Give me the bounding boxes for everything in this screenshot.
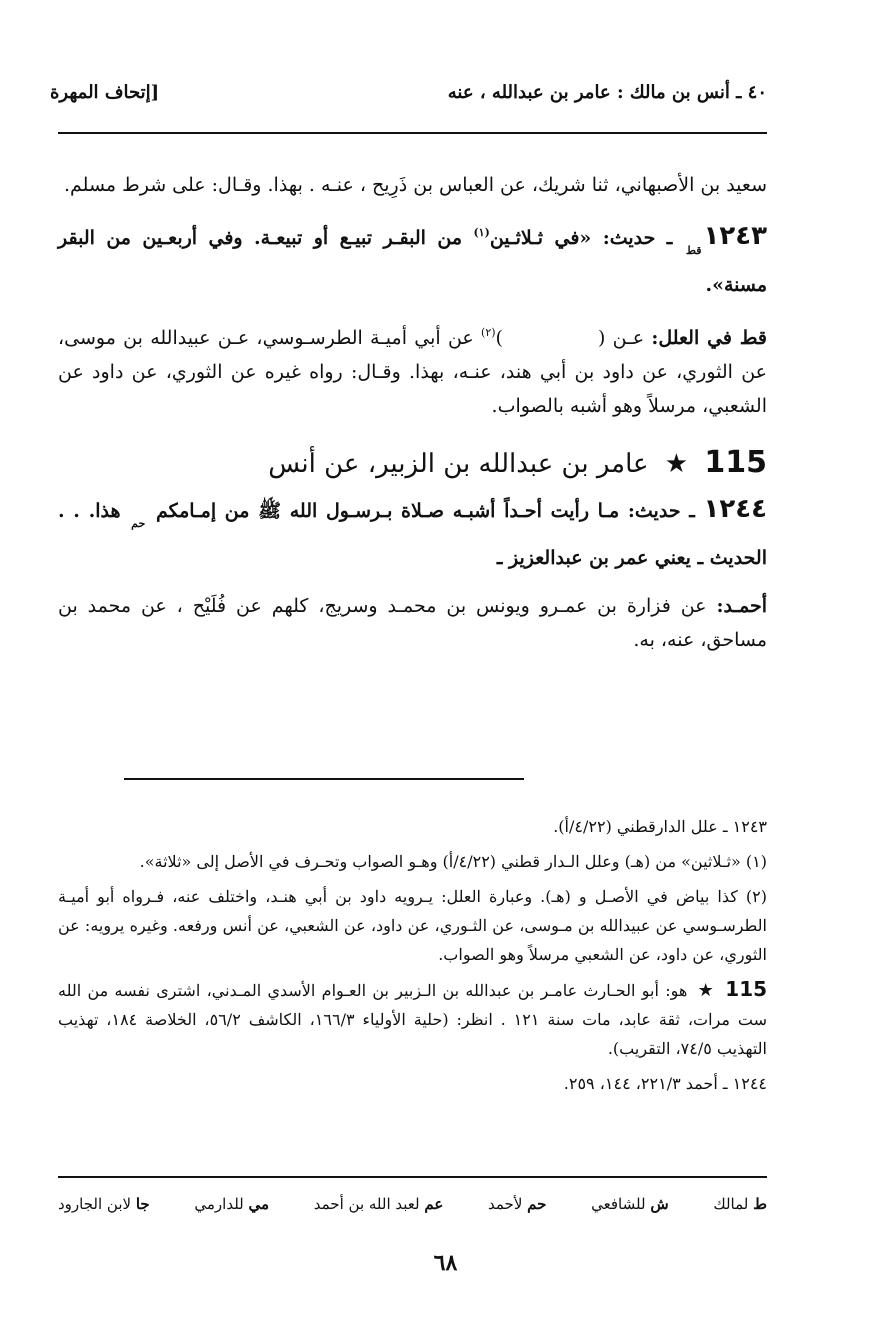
section-number: 115	[704, 445, 767, 480]
legend-item: حم لأحمد	[488, 1195, 547, 1213]
footnote-ref-2: (٢)	[481, 326, 496, 339]
note-text: هو: أبو الحـارث عامـر بن عبدالله بن الـزبير بن العـوام الأسدي المـدني، اشترى نفسه من الله ست مرات، ثقة عابد، مات سنة ١٢١ . انظر: (حلية الأولياء ١٦٦/٣، الكاشف ٥٦/٢، الخلاصة ١٨٤، تهذيب التهذيب ٧٤/٥، التقريب).	[58, 981, 767, 1058]
source-label: قط في العلل:	[651, 327, 767, 349]
source-text-a: عـن (	[597, 327, 645, 349]
footnote-1: (١) «ثـلاثين» من (هـ) وعلل الـدار قطني (٤/٢٢/أ) وهـو الصواب وتحـرف في الأصل إلى «ثلاثة».	[139, 852, 767, 871]
footnote-ref-1: (١)	[473, 226, 490, 239]
legend-item: جا لابن الجارود	[58, 1195, 150, 1213]
legend-item: عم لعبد الله بن أحمد	[313, 1195, 444, 1213]
hadith-number: ١٢٤٤	[703, 494, 767, 524]
hadith-1244	[58, 492, 767, 575]
page-number: ٦٨	[433, 1250, 458, 1276]
note-115	[58, 975, 767, 1063]
paragraph-2	[58, 316, 767, 423]
star-icon: ★	[664, 449, 689, 479]
footnote-rule	[124, 778, 524, 780]
legend-rule	[58, 1176, 767, 1178]
note-1244: ١٢٤٤ ـ أحمد ٢٢١/٣، ١٤٤، ٢٥٩.	[563, 1074, 767, 1093]
hadith-text-b: من البقـر تبيـع أو تبيعـة. وفي أربعـين من البقر مسنة».	[58, 227, 767, 296]
main-text	[58, 168, 767, 671]
legend-item: ش للشافعي	[591, 1195, 669, 1213]
legend-item: ط لمالك	[713, 1195, 767, 1213]
header-book-title: [إتحاف المهرة	[50, 82, 160, 103]
abbreviation-legend	[58, 1195, 767, 1213]
header-rule	[58, 132, 767, 134]
note-number: 115	[725, 977, 768, 1001]
source-text-c: عن أبي أميـة الطرسـوسي، عـن عبيدالله بن موسى، عن الثوري، عن داود بن أبي هند، عنـه، بهذا. وقـال: رواه غيره عن الثوري، عن داود عن الشعبي، مرسلاً وهو أشبه بالصواب.	[58, 327, 767, 417]
hadith-text: ـ حديث: مـا رأيت أحـداً أشبـه صـلاة بـرسـول الله ﷺ من إمـامكم	[155, 500, 695, 522]
hadith-text-2: هذا. . . الحديث ـ يعني عمر بن عبدالعزيز ـ	[58, 500, 767, 569]
source-label: أحمـد:	[716, 595, 767, 617]
section-heading	[58, 445, 767, 482]
paragraph-1: سعيد بن الأصبهاني، ثنا شريك، عن العباس بن ذَرِيح ، عنـه . بهذا. وقـال: على شرط مسلم.	[64, 174, 767, 196]
running-header	[50, 82, 767, 103]
paragraph-3	[58, 589, 767, 657]
footnote-2: (٢) كذا بياض في الأصـل و (هـ). وعبارة العلل: يـرويه داود بن أبي هنـد، واختلف عنه، فـرواه أبو أميـة الطرسـوسي عن عبيدالله بن مـوسى، عن الثـوري، عن داود، عن الشعبي، عن أنس ورفعه. وغيره يرويه: عن الثوري، عن داود، عن الشعبي مرسلاً وهو الصواب.	[58, 887, 767, 964]
hadith-sigla: حم	[131, 517, 146, 530]
hadith-number: ١٢٤٣	[703, 221, 768, 251]
footnotes	[58, 812, 767, 1104]
star-icon: ★	[697, 980, 715, 1001]
section-title: عامر بن عبدالله بن الزبير، عن أنس	[268, 449, 649, 479]
note-1243: ١٢٤٣ ـ علل الدارقطني (٤/٢٢/أ).	[553, 817, 767, 836]
header-chapter: ٤٠ ـ أنس بن مالك : عامر بن عبدالله ، عنه	[447, 82, 767, 103]
source-text-b: )	[495, 327, 503, 349]
legend-item: مي للدارمي	[194, 1195, 270, 1213]
source-text: عن فزارة بن عمـرو ويونس بن محمـد وسريج، كلهم عن فُلَيْح ، عن محمد بن مساحق، عنه، به.	[58, 595, 767, 651]
hadith-1243	[58, 216, 767, 302]
hadith-text-a: ـ حديث: «في ثـلاثـين	[489, 227, 673, 249]
hadith-sigla: قط	[685, 244, 702, 257]
